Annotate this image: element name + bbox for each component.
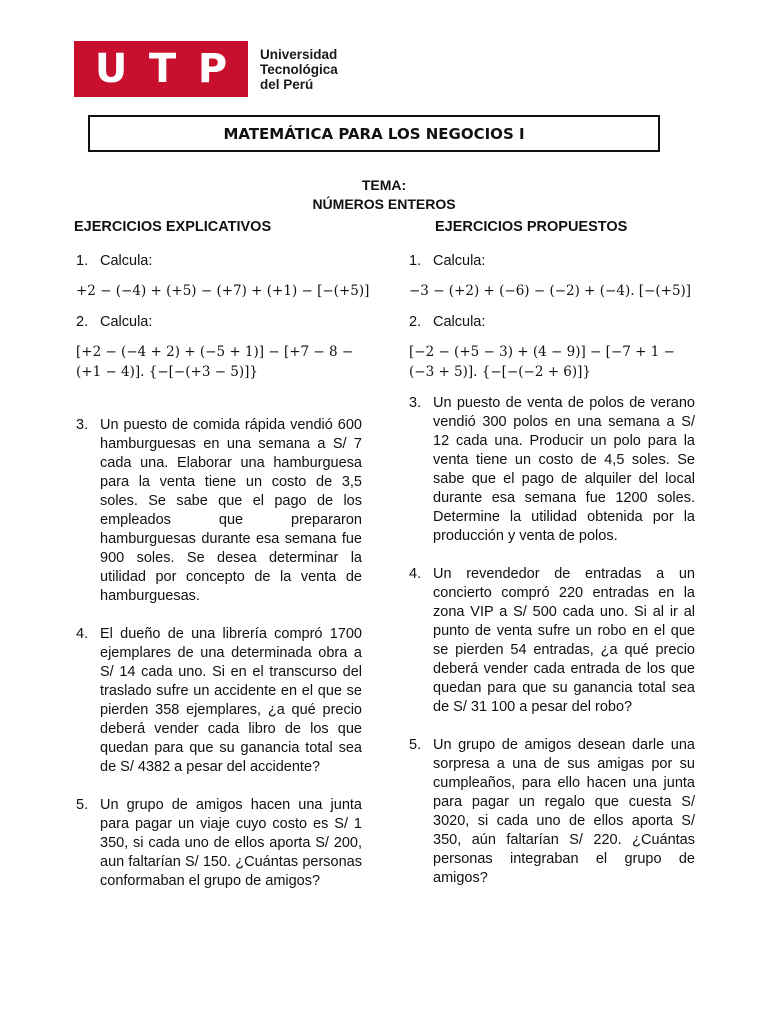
right-expression-1: −3 − (+2) + (−6) − (−2) + (−4). [−(+5)] [409,283,692,299]
item-text: Un puesto de venta de polos de verano vendió 300 polos en una semana a S/ 12 cada una. Producir un polo para la venta tiene un costo de 4,5 soles. Se sabe que el pago de alquiler del local durante esa semana fue 1200 soles. Determine la utilidad obtenida por la producción y venta de polos. [433,395,695,544]
item-number: 1. [76,253,89,269]
university-name-line1: Universidad [260,46,338,62]
item-text: Un revendedor de entradas a un concierto compró 220 entradas en la zona VIP a S/ 500 cada uno. Si al ir al punto de venta sufre un robo en el que se pierden 54 entradas, ¿a qué precio deberá vender cada entrada de los que quedan para que su ganancia total sea de S/ 31 100 a pesar del robo? [433,566,695,715]
left-expression-1: +2 − (−4) + (+5) − (+7) + (+1) − [−(+5)] [76,283,370,299]
left-heading: EJERCICIOS EXPLICATIVOS [74,219,272,235]
item-text: Calcula: [433,314,486,330]
utp-logo [74,41,338,97]
right-column [409,218,695,888]
item-number: 5. [409,737,422,753]
right-item-2 [409,313,695,332]
university-name-line2: Tecnológica [260,61,338,77]
item-text: Un grupo de amigos desean darle una sorpresa a una de sus amigas por su cumpleaños, para ello hacen una junta para pagar un regalo que cuesta S/ 3020, si cada uno de ellos aporta S/ 350, aún faltarían S/ 220. ¿Cuántas personas integraban el grupo de amigos? [433,737,695,886]
right-item-4 [409,565,695,717]
left-column [74,218,370,891]
item-text: Un grupo de amigos hacen una junta para pagar un viaje cuyo costo es S/ 1 350, si cada uno de ellos aporta S/ 200, aun faltarían S/ 150. ¿Cuántas personas conformaban el grupo de amigos? [100,797,362,889]
left-item-3 [76,416,362,606]
left-item-5 [76,796,362,891]
item-number: 3. [409,395,422,411]
item-text: Calcula: [100,314,153,330]
left-item-1 [76,252,362,271]
right-heading: EJERCICIOS PROPUESTOS [435,219,628,235]
right-item-3 [409,394,695,546]
item-number: 2. [76,314,89,330]
logo-letter-p: P [197,46,228,92]
item-number: 5. [76,797,89,813]
right-expression-2 [409,342,695,382]
expression-line: [+2 − (−4 + 2) + (−5 + 1)] − [+7 − 8 − [76,344,354,360]
expression-line: (+1 − 4)]. {−[−(+3 − 5)]} [76,364,259,380]
item-number: 3. [76,417,89,433]
item-number: 2. [409,314,422,330]
right-item-1 [409,252,695,271]
logo-letter-t: T [148,46,177,92]
item-text: El dueño de una librería compró 1700 ejemplares de una determinada obra a S/ 14 cada uno. Si en el transcurso del traslado sufre un accidente en el que se pierden 358 ejemplares, ¿a qué precio deberá vender cada libro de los que quedan para que su ganancia total sea de S/ 4382 a pesar del accidente? [100,626,362,775]
tema-block [0,176,768,214]
item-text: Calcula: [433,253,486,269]
right-item-5 [409,736,695,888]
left-expression-2 [76,342,362,382]
tema-label: TEMA: [361,177,407,193]
item-text: Un puesto de comida rápida vendió 600 hamburguesas en una semana a S/ 7 cada una. Elaborar una hamburguesa para la venta tiene un costo de 3,5 soles. Se sabe que el pago de los empleados que prepararon hamburguesas durante esa semana fue 900 soles. Se desea determinar la utilidad por concepto de la venta de hamburguesas. [100,417,362,604]
left-item-2 [76,313,362,332]
tema-value: NÚMEROS ENTEROS [312,196,456,212]
item-number: 4. [409,566,422,582]
university-name-line3: del Perú [260,76,314,92]
utp-logo-box [74,41,248,97]
course-title-box [88,115,660,152]
item-number: 1. [409,253,422,269]
item-text: Calcula: [100,253,153,269]
expression-line: [−2 − (+5 − 3) + (4 − 9)] − [−7 + 1 − [409,344,675,360]
course-title: MATEMÁTICA PARA LOS NEGOCIOS I [223,124,525,143]
item-number: 4. [76,626,89,642]
left-item-4 [76,625,362,777]
logo-letter-u: U [94,46,128,92]
university-name [260,47,338,92]
expression-line: (−3 + 5)]. {−[−(−2 + 6)]} [409,364,592,380]
